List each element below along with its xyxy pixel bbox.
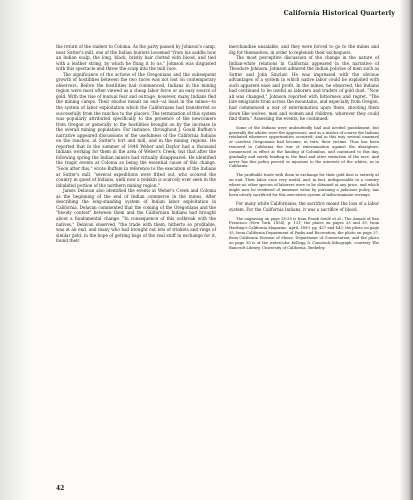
- paragraph: merchandise unsalable, and they were forced to go to the mines and dig for themselves, in order to replenish their exchequers.: [229, 44, 379, 55]
- block-quote: The profitable trade with them in exchange for their gold dust is entirely at an end. Their labor once very useful, and, in fact, indispensable in a country where no other species of laborers were to be obtained at any price, and which might now be rendered of immense value by pursuing a judicious policy, has been utterly sacrificed for this execrative system of indiscriminate revenge.: [229, 173, 379, 197]
- page-number: 42: [56, 485, 65, 492]
- paragraph: The significance of the actions of the Oregonians and the subsequent growth of hostilities between the two races was not lost on contemporary observers. Before the hostilities had commenced, Indians in the mining region were most often viewed as a cheap labor force or an easy source of gold. With the rise of mutual fear and outrage, however, many Indians fled the mining camps. Their exodus meant an end—at least in the mines—to the system of labor exploitation which the Californians had transferred so successfully from the ranchos to the placers. The termination of this system was popularly attributed specifically to the presence of the newcomers from Oregon or generally to the hostilities brought on by the increase in the overall mining population. For instance, throughout J. Gould Buffum's narrative appeared discussions of the usefulness of the California Indians on the ranchos, at Sutter's fort and mill, and in the mining regions. He reported that in the summer of 1848 Weber and Daylor had a thousand Indians working for them in the area of Weber's Creek, but that after the following spring the Indian miners had virtually disappeared. He identified the tragic events at Coloma as being the essential cause of this change. "Soon after this," wrote Buffum in reference to the execution of the Indians at Sutter's mill, "several expeditions were fitted out, who scoured the country in quest of Indians, until now a redskin is scarcely ever seen in the inhabited portion of the northern mining region.": [56, 71, 216, 188]
- paragraph: The most perceptive discussion of the change in the nature of Indian-white relations in California appeared in the narrative of Theodore Johnson. Johnson admired the Indian policies of men such as Sutter and John Sinclair. He was impressed with the obvious advantages of a system in which native labor could be exploited with such apparent ease and profit. In the mines, he observed, the Indians had continued to be useful as laborers and traders of gold dust. "Now all was changed," Johnson reported with bitterness and regret. "The late emigrants from across the mountains, and especially from Oregon, had commenced a war of extermination upon them, shooting them down like wolves, men and women and children, wherever they could find them." Assessing the events, he continued:: [229, 55, 379, 122]
- illustration-credits: The engraving on page 28-29 is from Frank Soulé et al., The Annals of San Francisco (New York, 1854), p. 131; the plates on pages 33 and 39, from Harding's California Magazine, April, 1859, pp. 437 and 443; the photo on page 35, from California Department of Parks and Recreation; the photo on page 37, from California Division of Mines, Department of Conservation; and the photo on page 30 is of the watercolor Kellogg & Comstock lithograph, courtesy The Bancroft Library, University of California, Berkeley.: [229, 216, 379, 250]
- right-text-column: [229, 44, 379, 250]
- paragraph: James Delavan also identified the events at Weber's Creek and Coloma as the beginning of the end of Indian commerce in the mines. After describing the long-standing system of Indian labor exploitation in California, Delavan commented that the coming of the Oregonians and the "bloody contest" between them and the Californian Indians had brought about a fundamental change. "In consequence of this outbreak with the natives," Delavan observed, "the trade with them, hitherto so profitable, was at an end, and many who had brought out lots of trinkets and rings of similar gold, in the hope of getting bags of the real stuff in exchange for it, found their: [56, 188, 216, 244]
- page-gutter-shadow: [0, 0, 30, 500]
- binding-shadow: [399, 0, 413, 500]
- left-text-column: [56, 44, 216, 244]
- block-quote: Some of the Indians were undoubtedly bad and needed punishment, but generally the whites were the aggressors; and as a matter of course the Indians retaliated whenever opportunities occurred; and in this way several unarmed or careless Oregonians had become, in turn, their victims. Thus has been renewed in California the war of extermination against the aborigines, commenced in effect at the landing of Columbus, and continued to this day, gradually and surely tending to the final and utter extinction of the race. And never has this policy proved so injurious to the interests of the whites, as in California.: [229, 125, 379, 169]
- paragraph: the return of the raiders to Coloma. As the party passed by Johnson's camp, near Sutter's mill, one of the Indian hunters loosened "from his saddle bow an Indian scalp, the long, black, bristly hair clotted with blood, and tied with a leather string, by which he flung it to us." Johnson was disgusted with this spectacle and threw the scalp into the mill race.: [56, 44, 216, 72]
- running-header: California Historical Quarterly: [283, 10, 395, 17]
- paragraph: For many white Californians, the sacrifice meant the loss of a labor system. For the California Indians, it was a sacrifice of blood.: [229, 201, 379, 213]
